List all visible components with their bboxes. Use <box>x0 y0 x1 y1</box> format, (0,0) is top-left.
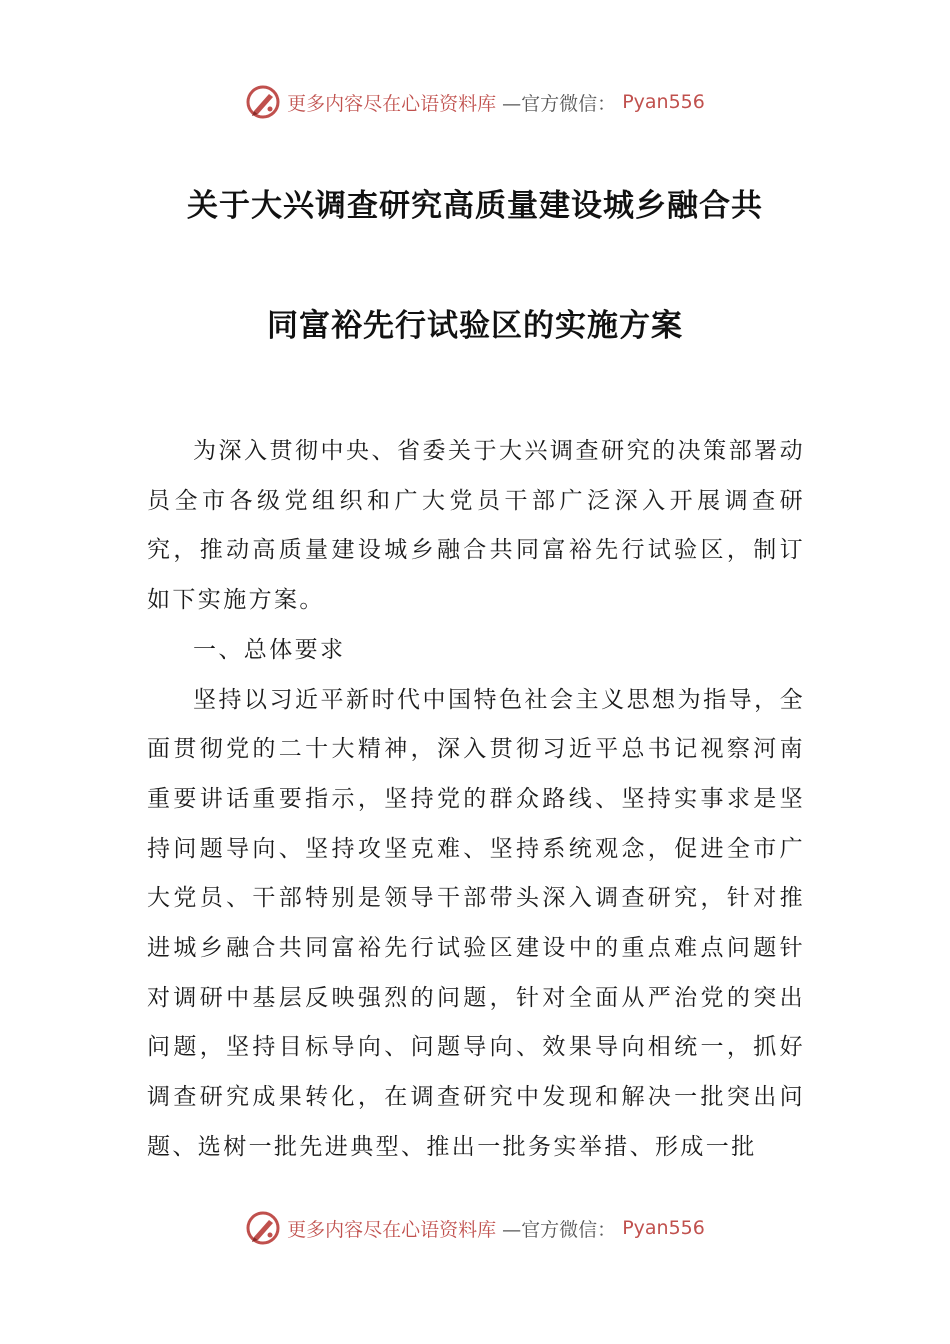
watermark-footer <box>0 1208 950 1248</box>
document-title-line-1: 关于大兴调查研究高质量建设城乡融合共 <box>187 188 763 224</box>
watermark-main-text: 更多内容尽在心语资料库 <box>287 92 497 115</box>
watermark-official-text: —官方微信： <box>502 92 617 115</box>
section-heading: 一、总体要求 <box>193 636 346 663</box>
watermark-header <box>0 82 950 122</box>
watermark-official-text: —官方微信： <box>502 1218 617 1241</box>
document-title-line-2: 同富裕先行试验区的实施方案 <box>267 308 683 344</box>
watermark-main-text: 更多内容尽在心语资料库 <box>287 1218 497 1241</box>
document-body <box>147 427 805 1173</box>
pen-logo-icon <box>245 84 281 120</box>
pen-logo-icon <box>245 1210 281 1246</box>
watermark-wechat-id: Pyan556 <box>622 91 705 113</box>
watermark-wechat-id: Pyan556 <box>622 1217 705 1239</box>
intro-paragraph: 为深入贯彻中央、省委关于大兴调查研究的决策部署动员全市各级党组织和广大党员干部广泛深入开展调查研究，推动高质量建设城乡融合共同富裕先行试验区，制订如下实施方案。 <box>147 438 805 614</box>
body-paragraph: 坚持以习近平新时代中国特色社会主义思想为指导，全面贯彻党的二十大精神，深入贯彻习近平总书记视察河南重要讲话重要指示，坚持党的群众路线、坚持实事求是坚持问题导向、坚持攻坚克难、坚持系统观念，促进全市广大党员、干部特别是领导干部带头深入调查研究，针对推进城乡融合共同富裕先行试验区建设中的重点难点问题针对调研中基层反映强烈的问题，针对全面从严治党的突出问题，坚持目标导向、问题导向、效果导向相统一，抓好调查研究成果转化，在调查研究中发现和解决一批突出问题、选树一批先进典型、推出一批务实举措、形成一批 <box>147 686 805 1160</box>
